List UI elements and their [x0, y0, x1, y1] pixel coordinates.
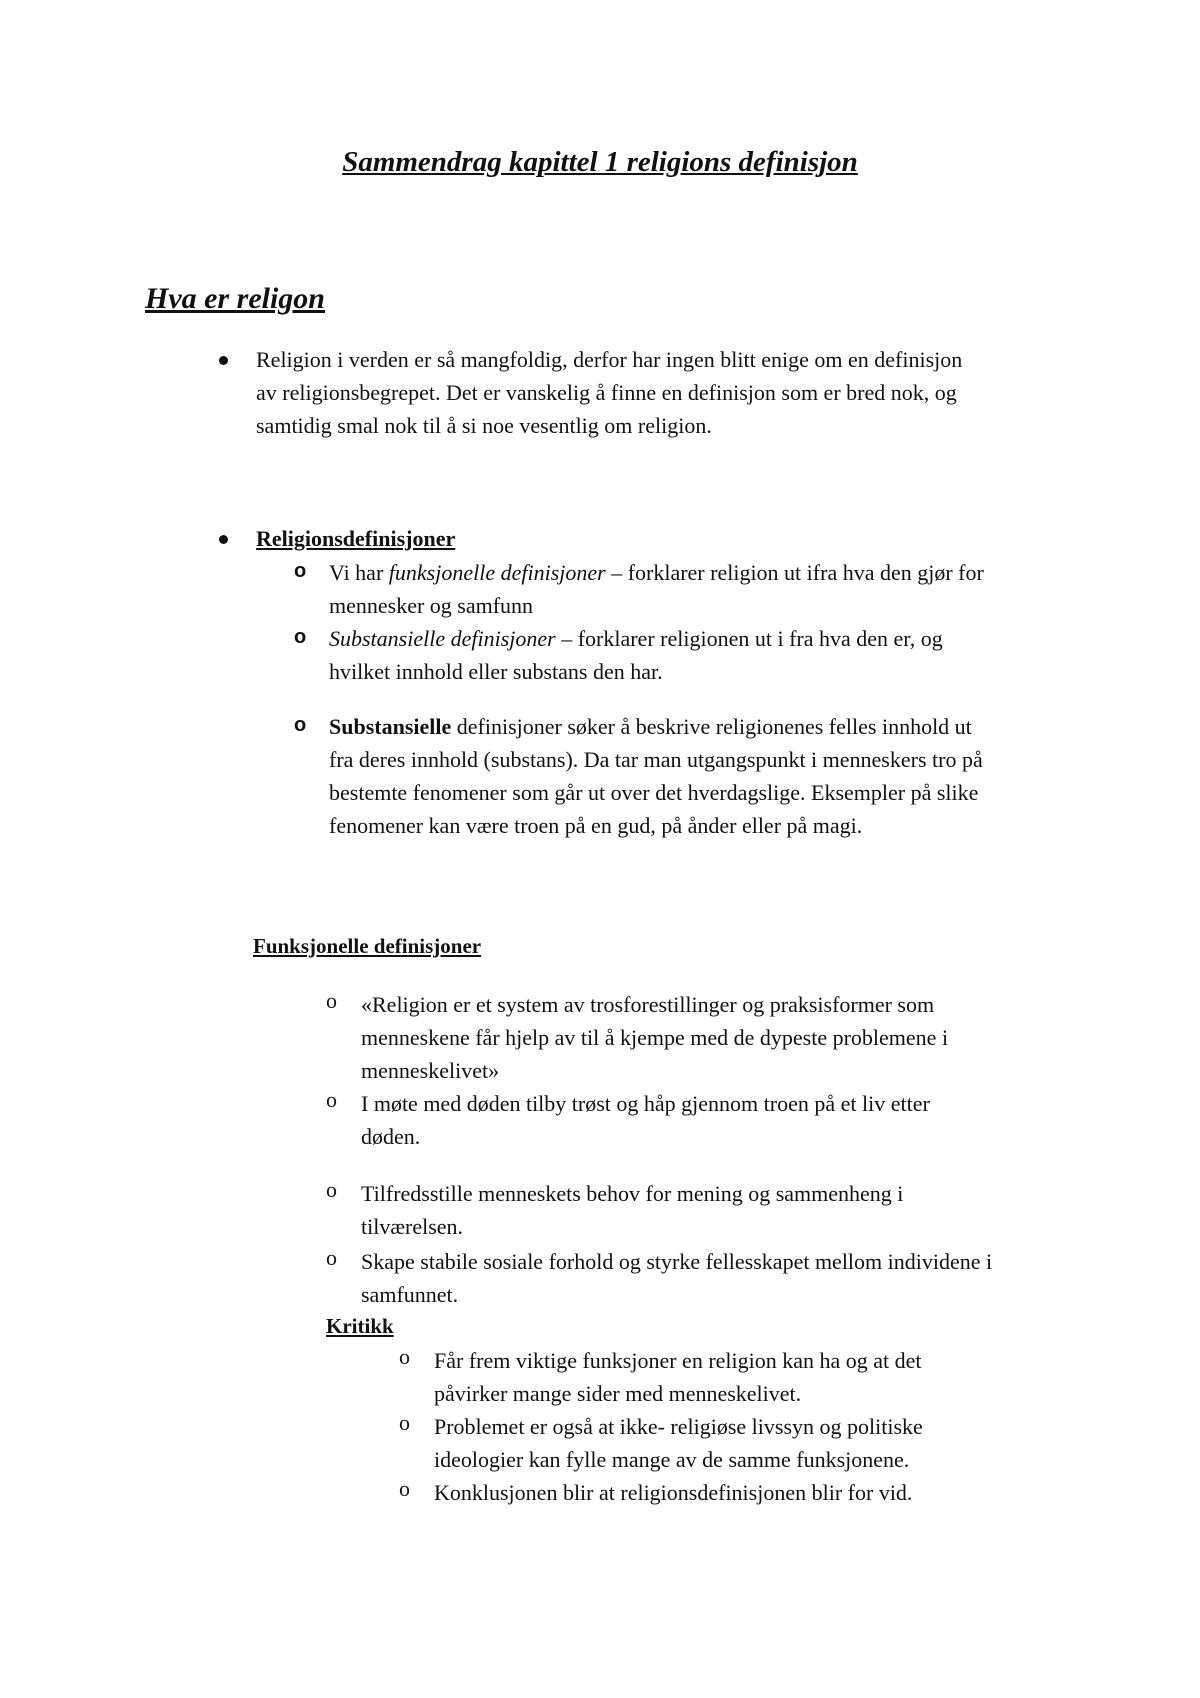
defs-item-text: definisjoner søker å beskrive religionenes felles innhold ut	[451, 714, 972, 739]
page-title: Sammendrag kapittel 1 religions definisjon	[342, 146, 858, 178]
funk-heading: Funksjonelle definisjoner	[253, 934, 482, 958]
circle-bullet-icon: o	[294, 626, 307, 648]
kritikk-heading: Kritikk	[326, 1314, 394, 1338]
circle-bullet-icon: o	[399, 1476, 410, 1501]
defs-item-line: hvilket innhold eller substans den har.	[329, 659, 663, 684]
defs-heading: Religionsdefinisjoner	[256, 526, 456, 551]
defs-item-text: Vi har	[329, 560, 389, 585]
circle-bullet-icon: o	[294, 714, 307, 736]
bullet-dot-icon	[219, 535, 228, 544]
defs-item-emphasis: Substansielle definisjoner	[329, 626, 556, 651]
defs-item-text: – forklarer religionen ut i fra hva den er, og	[555, 626, 943, 651]
defs-item-strong: Substansielle	[329, 714, 452, 739]
intro-line: Religion i verden er så mangfoldig, derfor har ingen blitt enige om en definisjon	[256, 347, 963, 372]
circle-bullet-icon: o	[399, 1344, 410, 1369]
intro-paragraph	[256, 343, 962, 442]
defs-item-emphasis: funksjonelle definisjoner	[388, 560, 606, 585]
funk-item: Tilfredsstille menneskets behov for mening og sammenheng i tilværelsen.	[361, 1181, 904, 1239]
defs-item-line: fra deres innhold (substans). Da tar man utgangspunkt i menneskers tro på	[329, 747, 983, 772]
circle-bullet-icon: o	[326, 1087, 337, 1112]
funk-item: «Religion er et system av trosforestillinger og praksisformer som menneskene får hjelp av til å kjempe med de dypeste problemene i menneskelivet»	[361, 992, 949, 1083]
circle-bullet-icon: o	[399, 1410, 410, 1435]
defs-item-2	[329, 622, 943, 688]
circle-bullet-icon: o	[326, 988, 337, 1013]
funk-item: Skape stabile sosiale forhold og styrke fellesskapet mellom individene i samfunnet.	[361, 1249, 993, 1307]
kritikk-item: Får frem viktige funksjoner en religion kan ha og at det påvirker mange sider med menneskelivet.	[434, 1348, 922, 1406]
intro-line: av religionsbegrepet. Det er vanskelig å finne en definisjon som er bred nok, og	[256, 380, 957, 405]
defs-item-3	[329, 710, 983, 842]
bullet-dot-icon	[219, 356, 228, 365]
defs-item-line: bestemte fenomener som går ut over det hverdagslige. Eksempler på slike	[329, 780, 979, 805]
defs-item-line: fenomener kan være troen på en gud, på ånder eller på magi.	[329, 813, 863, 838]
funk-item: I møte med døden tilby trøst og håp gjennom troen på et liv etter døden.	[361, 1091, 930, 1149]
defs-item-1	[329, 556, 984, 622]
circle-bullet-icon: o	[294, 560, 307, 582]
kritikk-item: Konklusjonen blir at religionsdefinisjonen blir for vid.	[434, 1480, 913, 1505]
section-heading: Hva er religon	[145, 282, 325, 315]
circle-bullet-icon: o	[326, 1177, 337, 1202]
circle-bullet-icon: o	[326, 1245, 337, 1270]
defs-item-text: – forklarer religion ut ifra hva den gjør for	[605, 560, 984, 585]
kritikk-item: Problemet er også at ikke- religiøse livssyn og politiske ideologier kan fylle mange av de samme funksjonene.	[434, 1414, 923, 1472]
defs-item-line: mennesker og samfunn	[329, 593, 534, 618]
intro-line: samtidig smal nok til å si noe vesentlig om religion.	[256, 413, 712, 438]
